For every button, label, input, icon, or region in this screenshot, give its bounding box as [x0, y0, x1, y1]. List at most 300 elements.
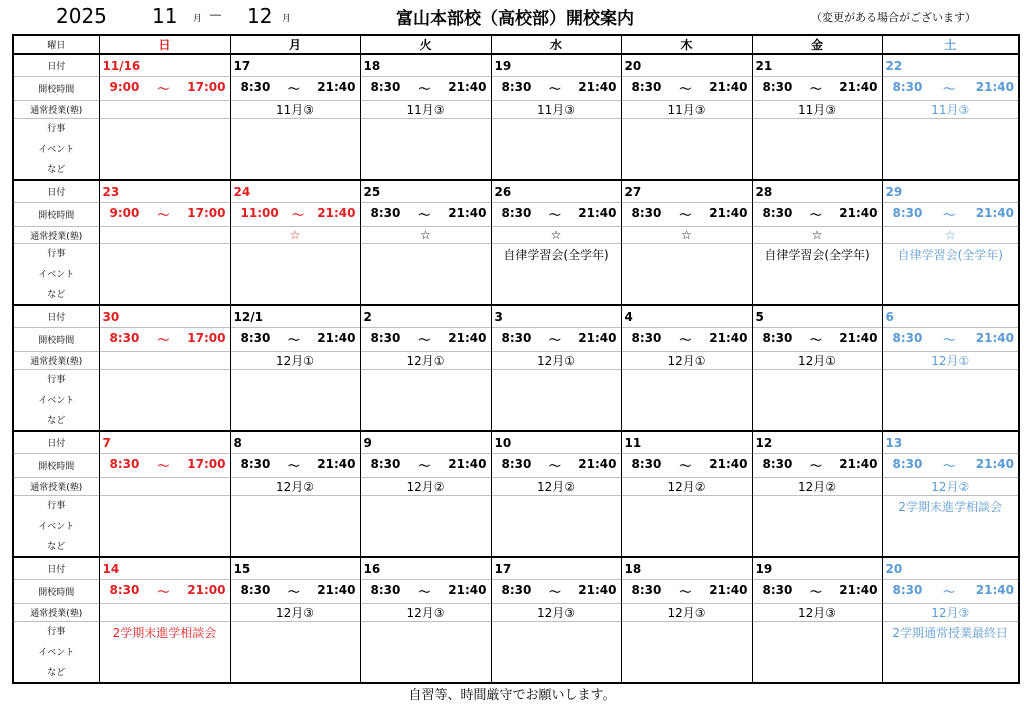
- open-end-time: 21:40: [317, 331, 356, 345]
- class-cell: 11月③: [360, 101, 491, 119]
- date-cell: 9: [360, 431, 491, 454]
- class-cell: ☆: [752, 227, 882, 244]
- open-start-time: 8:30: [762, 583, 793, 597]
- event-cell: [230, 370, 360, 432]
- event-label-line: など: [47, 290, 66, 300]
- class-cell: 12月③: [621, 604, 752, 622]
- class-cell: 12月②: [360, 478, 491, 496]
- tilde: ～: [287, 585, 300, 599]
- date-cell: 12: [752, 431, 882, 454]
- class-cell: [99, 478, 230, 496]
- class-cell: 12月②: [230, 478, 360, 496]
- date-cell: 15: [230, 557, 360, 580]
- open-end-time: 21:40: [317, 206, 356, 220]
- open-end-time: 17:00: [187, 80, 226, 94]
- event-label-line: 行事: [47, 249, 66, 259]
- event-cell: [752, 370, 882, 432]
- event-cell: 2学期末進学相談会: [882, 496, 1019, 558]
- week-date-row: [13, 54, 1019, 77]
- tilde: ～: [943, 82, 956, 96]
- open-end-time: 21:40: [578, 583, 617, 597]
- open-hours-label: 開校時間: [13, 328, 99, 352]
- open-start-time: 8:30: [631, 331, 662, 345]
- open-hours-cell: [360, 454, 491, 478]
- class-cell: 12月③: [752, 604, 882, 622]
- open-start-time: 9:00: [109, 80, 140, 94]
- tilde: ～: [157, 333, 170, 347]
- event-label-line: など: [47, 668, 66, 678]
- event-label-line: イベント: [38, 395, 75, 406]
- year: 2025: [56, 4, 107, 28]
- event-cell: 2学期通常授業最終日: [882, 622, 1019, 684]
- event-cell: [491, 496, 621, 558]
- class-cell: [99, 101, 230, 119]
- open-hours-cell: [621, 580, 752, 604]
- open-end-time: 21:40: [839, 206, 878, 220]
- open-hours-label: 開校時間: [13, 203, 99, 227]
- tilde: ～: [287, 82, 300, 96]
- page-title: 富山本部校（高校部）開校案内: [396, 9, 634, 29]
- open-end-time: 21:40: [975, 80, 1014, 94]
- event-row: [13, 370, 1019, 432]
- class-label: 通常授業(塾): [13, 227, 99, 244]
- class-cell: 12月①: [882, 352, 1019, 370]
- event-cell: [621, 370, 752, 432]
- open-hours-cell: [621, 77, 752, 101]
- tilde: ～: [157, 82, 170, 96]
- open-hours-cell: [360, 580, 491, 604]
- open-start-time: 8:30: [631, 206, 662, 220]
- tilde: ～: [679, 208, 692, 222]
- open-start-time: 8:30: [762, 206, 793, 220]
- open-start-time: 8:30: [631, 457, 662, 471]
- open-hours-cell: [752, 328, 882, 352]
- class-cell: [99, 227, 230, 244]
- date-cell: 7: [99, 431, 230, 454]
- tilde: ～: [943, 333, 956, 347]
- open-hours-label: 開校時間: [13, 77, 99, 101]
- event-label-line: 行事: [47, 627, 66, 637]
- tilde: ～: [548, 82, 561, 96]
- open-end-time: 17:00: [187, 331, 226, 345]
- open-start-time: 8:30: [501, 206, 532, 220]
- open-start-time: 8:30: [370, 457, 401, 471]
- open-end-time: 21:00: [187, 583, 226, 597]
- open-end-time: 21:40: [317, 80, 356, 94]
- open-hours-cell: [360, 328, 491, 352]
- open-start-time: 8:30: [762, 331, 793, 345]
- date-cell: 19: [491, 54, 621, 77]
- date-cell: 17: [491, 557, 621, 580]
- open-end-time: 21:40: [839, 457, 878, 471]
- tilde: ～: [943, 585, 956, 599]
- open-end-time: 21:40: [578, 457, 617, 471]
- class-row: [13, 101, 1019, 119]
- date-cell: 16: [360, 557, 491, 580]
- tilde: ～: [157, 585, 170, 599]
- class-cell: 11月③: [491, 101, 621, 119]
- open-start-time: 11:00: [240, 206, 279, 220]
- date-cell: 21: [752, 54, 882, 77]
- open-start-time: 8:30: [892, 583, 923, 597]
- open-start-time: 8:30: [109, 457, 140, 471]
- open-start-time: 8:30: [370, 583, 401, 597]
- class-cell: 12月②: [752, 478, 882, 496]
- tilde: ～: [679, 585, 692, 599]
- open-end-time: 21:40: [975, 583, 1014, 597]
- date-cell: 3: [491, 305, 621, 328]
- tilde: ～: [809, 585, 822, 599]
- class-cell: 11月③: [230, 101, 360, 119]
- open-hours-row: [13, 77, 1019, 101]
- date-row-label: 日付: [13, 557, 99, 580]
- open-end-time: 17:00: [187, 206, 226, 220]
- event-cell: [621, 496, 752, 558]
- open-start-time: 9:00: [109, 206, 140, 220]
- tilde: ～: [418, 208, 431, 222]
- class-cell: ☆: [491, 227, 621, 244]
- month-label-2: 月: [282, 14, 292, 24]
- open-end-time: 21:40: [448, 457, 487, 471]
- tilde: ～: [548, 333, 561, 347]
- class-cell: ☆: [230, 227, 360, 244]
- open-start-time: 8:30: [240, 331, 271, 345]
- event-label-line: 行事: [47, 375, 66, 385]
- open-start-time: 8:30: [501, 457, 532, 471]
- event-label: [13, 244, 99, 306]
- date-cell: 8: [230, 431, 360, 454]
- class-row: [13, 604, 1019, 622]
- open-hours-cell: [882, 454, 1019, 478]
- tilde: ～: [157, 459, 170, 473]
- footer-note: 自習等、時間厳守でお願いします。: [408, 688, 616, 703]
- class-row: [13, 478, 1019, 496]
- range-dash: ―: [210, 8, 221, 21]
- event-cell: [491, 370, 621, 432]
- event-cell: [621, 244, 752, 306]
- open-end-time: 21:40: [578, 206, 617, 220]
- tilde: ～: [548, 585, 561, 599]
- class-cell: 12月①: [230, 352, 360, 370]
- date-cell: 18: [621, 557, 752, 580]
- date-cell: 10: [491, 431, 621, 454]
- class-cell: 12月①: [752, 352, 882, 370]
- tilde: ～: [291, 208, 304, 222]
- event-row: [13, 244, 1019, 306]
- class-cell: [99, 352, 230, 370]
- open-end-time: 21:40: [578, 80, 617, 94]
- tilde: ～: [679, 459, 692, 473]
- tilde: ～: [287, 333, 300, 347]
- open-start-time: 8:30: [240, 583, 271, 597]
- open-hours-row: [13, 203, 1019, 227]
- open-hours-cell: [621, 454, 752, 478]
- event-cell: 2学期末進学相談会: [99, 622, 230, 684]
- date-cell: 11: [621, 431, 752, 454]
- class-cell: 11月③: [882, 101, 1019, 119]
- open-start-time: 8:30: [370, 80, 401, 94]
- schedule-calendar: [12, 34, 1020, 684]
- open-end-time: 21:40: [709, 583, 748, 597]
- event-cell: [360, 496, 491, 558]
- open-end-time: 21:40: [709, 206, 748, 220]
- open-hours-cell: [360, 203, 491, 227]
- open-start-time: 8:30: [892, 80, 923, 94]
- open-hours-cell: [491, 203, 621, 227]
- month-to: 12: [247, 4, 273, 28]
- open-hours-cell: [99, 328, 230, 352]
- date-cell: 14: [99, 557, 230, 580]
- date-cell: 22: [882, 54, 1019, 77]
- month-label-1: 月: [193, 14, 203, 24]
- open-end-time: 21:40: [975, 206, 1014, 220]
- open-hours-cell: [230, 580, 360, 604]
- class-cell: 12月③: [360, 604, 491, 622]
- date-cell: 4: [621, 305, 752, 328]
- event-row: [13, 496, 1019, 558]
- month-from: 11: [152, 4, 178, 28]
- date-cell: 19: [752, 557, 882, 580]
- tilde: ～: [287, 459, 300, 473]
- open-hours-cell: [491, 77, 621, 101]
- event-label-line: など: [47, 542, 66, 552]
- open-hours-cell: [752, 454, 882, 478]
- tilde: ～: [809, 82, 822, 96]
- event-cell: [752, 119, 882, 181]
- event-cell: 自律学習会(全学年): [882, 244, 1019, 306]
- tilde: ～: [418, 585, 431, 599]
- open-end-time: 21:40: [578, 331, 617, 345]
- date-cell: 23: [99, 180, 230, 203]
- open-start-time: 8:30: [109, 583, 140, 597]
- weekday-header-row: [13, 35, 1019, 54]
- tilde: ～: [809, 208, 822, 222]
- open-start-time: 8:30: [370, 206, 401, 220]
- event-cell: [230, 119, 360, 181]
- open-end-time: 21:40: [709, 80, 748, 94]
- open-end-time: 21:40: [839, 80, 878, 94]
- date-cell: 25: [360, 180, 491, 203]
- open-hours-cell: [99, 580, 230, 604]
- open-hours-cell: [752, 203, 882, 227]
- event-cell: [99, 119, 230, 181]
- event-row: [13, 119, 1019, 181]
- event-label-line: 行事: [47, 501, 66, 511]
- class-cell: 12月③: [882, 604, 1019, 622]
- weekday-sun: 日: [99, 35, 230, 54]
- date-cell: 13: [882, 431, 1019, 454]
- date-cell: 27: [621, 180, 752, 203]
- event-label-line: 行事: [47, 124, 66, 134]
- event-cell: 自律学習会(全学年): [491, 244, 621, 306]
- date-cell: 5: [752, 305, 882, 328]
- class-cell: 12月②: [491, 478, 621, 496]
- open-end-time: 21:40: [448, 583, 487, 597]
- event-label-line: など: [47, 416, 66, 426]
- open-hours-cell: [491, 580, 621, 604]
- open-end-time: 21:40: [448, 206, 487, 220]
- open-hours-row: [13, 328, 1019, 352]
- date-cell: 26: [491, 180, 621, 203]
- date-cell: 2: [360, 305, 491, 328]
- week-date-row: [13, 557, 1019, 580]
- class-cell: 11月③: [621, 101, 752, 119]
- event-cell: [360, 244, 491, 306]
- class-label: 通常授業(塾): [13, 478, 99, 496]
- date-cell: 20: [621, 54, 752, 77]
- open-hours-label: 開校時間: [13, 580, 99, 604]
- open-start-time: 8:30: [501, 583, 532, 597]
- tilde: ～: [809, 333, 822, 347]
- open-start-time: 8:30: [240, 80, 271, 94]
- open-end-time: 21:40: [448, 80, 487, 94]
- date-row-label: 日付: [13, 305, 99, 328]
- open-end-time: 17:00: [187, 457, 226, 471]
- open-start-time: 8:30: [240, 457, 271, 471]
- date-cell: 29: [882, 180, 1019, 203]
- open-hours-cell: [621, 328, 752, 352]
- open-hours-row: [13, 580, 1019, 604]
- open-hours-cell: [230, 454, 360, 478]
- event-cell: [360, 119, 491, 181]
- open-start-time: 8:30: [501, 331, 532, 345]
- event-label-line: イベント: [38, 647, 75, 658]
- open-hours-cell: [882, 77, 1019, 101]
- week-date-row: [13, 180, 1019, 203]
- event-row: [13, 622, 1019, 684]
- class-cell: 11月③: [752, 101, 882, 119]
- event-label: [13, 370, 99, 432]
- event-cell: [360, 370, 491, 432]
- weekday-wed: 水: [491, 35, 621, 54]
- date-row-label: 日付: [13, 54, 99, 77]
- open-hours-cell: [882, 580, 1019, 604]
- open-start-time: 8:30: [892, 206, 923, 220]
- open-hours-cell: [230, 203, 360, 227]
- class-cell: 12月②: [621, 478, 752, 496]
- event-label-line: など: [47, 165, 66, 175]
- date-cell: 18: [360, 54, 491, 77]
- tilde: ～: [157, 208, 170, 222]
- open-hours-cell: [230, 328, 360, 352]
- open-hours-cell: [752, 77, 882, 101]
- event-cell: [882, 370, 1019, 432]
- class-cell: 12月③: [230, 604, 360, 622]
- event-label: [13, 119, 99, 181]
- open-end-time: 21:40: [839, 331, 878, 345]
- date-row-label: 日付: [13, 180, 99, 203]
- open-hours-cell: [230, 77, 360, 101]
- class-cell: ☆: [621, 227, 752, 244]
- event-cell: [752, 622, 882, 684]
- open-start-time: 8:30: [631, 583, 662, 597]
- page-header: [0, 0, 1024, 34]
- open-start-time: 8:30: [762, 80, 793, 94]
- event-cell: [360, 622, 491, 684]
- event-cell: [230, 622, 360, 684]
- open-start-time: 8:30: [631, 80, 662, 94]
- open-start-time: 8:30: [762, 457, 793, 471]
- event-cell: [621, 119, 752, 181]
- class-label: 通常授業(塾): [13, 101, 99, 119]
- class-cell: ☆: [360, 227, 491, 244]
- open-hours-cell: [621, 203, 752, 227]
- weekday-label: 曜日: [13, 35, 99, 54]
- tilde: ～: [809, 459, 822, 473]
- class-cell: 12月①: [360, 352, 491, 370]
- event-cell: 自律学習会(全学年): [752, 244, 882, 306]
- class-cell: 12月③: [491, 604, 621, 622]
- event-cell: [230, 496, 360, 558]
- tilde: ～: [418, 459, 431, 473]
- event-label-line: イベント: [38, 269, 75, 280]
- open-hours-cell: [491, 454, 621, 478]
- tilde: ～: [418, 82, 431, 96]
- class-label: 通常授業(塾): [13, 604, 99, 622]
- open-start-time: 8:30: [370, 331, 401, 345]
- open-end-time: 21:40: [839, 583, 878, 597]
- class-row: [13, 352, 1019, 370]
- tilde: ～: [679, 82, 692, 96]
- date-cell: 6: [882, 305, 1019, 328]
- open-end-time: 21:40: [975, 457, 1014, 471]
- weekday-sat: 土: [882, 35, 1019, 54]
- tilde: ～: [943, 208, 956, 222]
- event-label: [13, 622, 99, 684]
- open-end-time: 21:40: [975, 331, 1014, 345]
- date-cell: 20: [882, 557, 1019, 580]
- event-cell: [752, 496, 882, 558]
- week-date-row: [13, 431, 1019, 454]
- open-start-time: 8:30: [892, 331, 923, 345]
- weekday-fri: 金: [752, 35, 882, 54]
- event-cell: [99, 496, 230, 558]
- open-hours-row: [13, 454, 1019, 478]
- class-cell: 12月①: [621, 352, 752, 370]
- class-cell: [99, 604, 230, 622]
- event-cell: [491, 119, 621, 181]
- weekday-tue: 火: [360, 35, 491, 54]
- open-hours-cell: [491, 328, 621, 352]
- open-hours-cell: [360, 77, 491, 101]
- week-date-row: [13, 305, 1019, 328]
- tilde: ～: [418, 333, 431, 347]
- change-note: （変更がある場合がございます）: [811, 11, 976, 24]
- class-label: 通常授業(塾): [13, 352, 99, 370]
- open-end-time: 21:40: [709, 457, 748, 471]
- event-cell: [230, 244, 360, 306]
- open-hours-cell: [752, 580, 882, 604]
- class-row: [13, 227, 1019, 244]
- event-label-line: イベント: [38, 144, 75, 155]
- open-start-time: 8:30: [109, 331, 140, 345]
- open-hours-cell: [882, 328, 1019, 352]
- class-cell: 12月②: [882, 478, 1019, 496]
- event-cell: [621, 622, 752, 684]
- open-start-time: 8:30: [892, 457, 923, 471]
- event-cell: [491, 622, 621, 684]
- open-end-time: 21:40: [317, 583, 356, 597]
- event-cell: [99, 244, 230, 306]
- tilde: ～: [548, 208, 561, 222]
- date-cell: 12/1: [230, 305, 360, 328]
- event-cell: [882, 119, 1019, 181]
- date-cell: 17: [230, 54, 360, 77]
- event-label: [13, 496, 99, 558]
- open-start-time: 8:30: [501, 80, 532, 94]
- open-hours-cell: [99, 77, 230, 101]
- event-cell: [99, 370, 230, 432]
